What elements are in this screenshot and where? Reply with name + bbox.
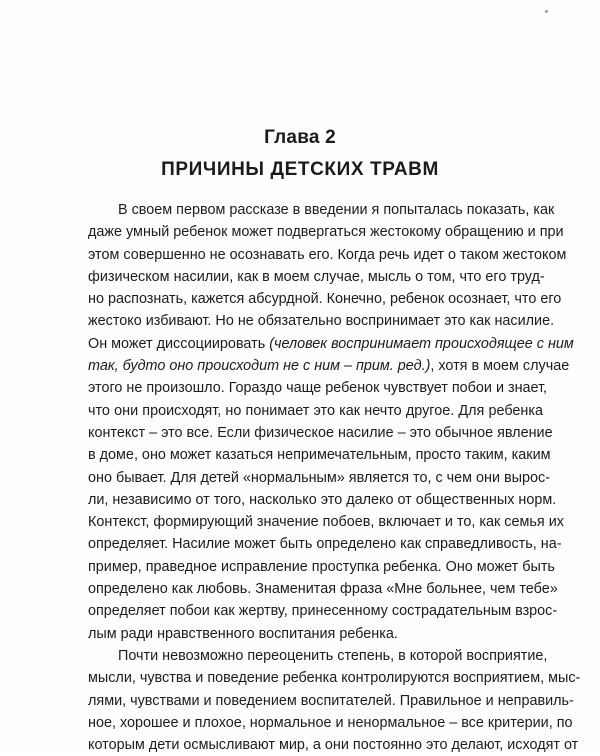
text-line: даже умный ребенок может подвергаться жестокому обращению и при <box>88 224 564 241</box>
text-line: так, будто оно происходит не с ним – прим. ред.), хотя в моем случае <box>88 358 570 375</box>
text-line: оно бывает. Для детей «нормальным» является то, с чем они вырос- <box>88 469 551 486</box>
text-line: ное, хорошее и плохое, нормальное и ненормальное – все критерии, по <box>88 714 573 731</box>
text-line: Контекст, формирующий значение побоев, включает и то, как семья их <box>88 514 564 531</box>
text-line: которым дети осмысливают мир, а они постоянно это делают, исходят от <box>88 737 579 754</box>
text-line: Он может диссоциировать (человек воспринимает происходящее с ним <box>88 335 574 352</box>
text-line: определено как любовь. Знаменитая фраза «Мне больнее, чем тебе» <box>88 581 558 598</box>
editor-note: так, будто оно происходит не с ним – прим. ред.) <box>88 358 431 375</box>
body-text <box>88 199 581 756</box>
text-line: определяет побои как жертву, принесенному сострадательным взрос- <box>88 603 558 620</box>
text-line: Почти невозможно переоценить степень, в которой восприятие, <box>118 647 548 664</box>
text-line: ли, независимо от того, насколько это далеко от общественных норм. <box>88 491 557 508</box>
text-line: контекст – это все. Если физическое насилие – это обычное явление <box>88 424 553 441</box>
text-line: в доме, оно может казаться непримечательным, просто таким, каким <box>88 447 551 464</box>
text-line: определяет. Насилие может быть определено как справедливость, на- <box>88 536 562 553</box>
text-line: жестоко избивают. Но не обязательно воспринимает это как насилие. <box>88 313 555 330</box>
text-line: но распознать, кажется абсурдной. Конечно, ребенок осознает, что его <box>88 291 562 308</box>
chapter-title: ПРИЧИНЫ ДЕТСКИХ ТРАВМ <box>161 159 439 180</box>
text-line: В своем первом рассказе в введении я попыталась показать, как <box>118 202 555 218</box>
page-speck <box>545 10 548 13</box>
text-line: этого не произошло. Гораздо чаще ребенок чувствует побои и знает, <box>88 380 548 397</box>
chapter-heading <box>0 126 600 182</box>
text-line: мысли, чувства и поведение ребенка контролируются восприятием, мыс- <box>88 670 581 687</box>
text-line: физическом насилии, как в моем случае, мысль о том, что его труд- <box>88 268 545 285</box>
text-line: пример, праведное исправление проступка ребенка. Оно может быть <box>88 558 555 575</box>
text-line: лями, чувствами и поведением воспитателей. Правильное и неправиль- <box>88 692 574 709</box>
chapter-number: Глава 2 <box>264 127 336 148</box>
editor-note: (человек воспринимает происходящее с ним <box>269 335 574 352</box>
text-line: лым ради нравственного воспитания ребенка. <box>88 625 398 642</box>
text-line: этом совершенно не осознавать его. Когда речь идет о таком жестоком <box>88 246 567 263</box>
text-line: что они происходят, но понимает это как нечто другое. Для ребенка <box>88 402 543 419</box>
